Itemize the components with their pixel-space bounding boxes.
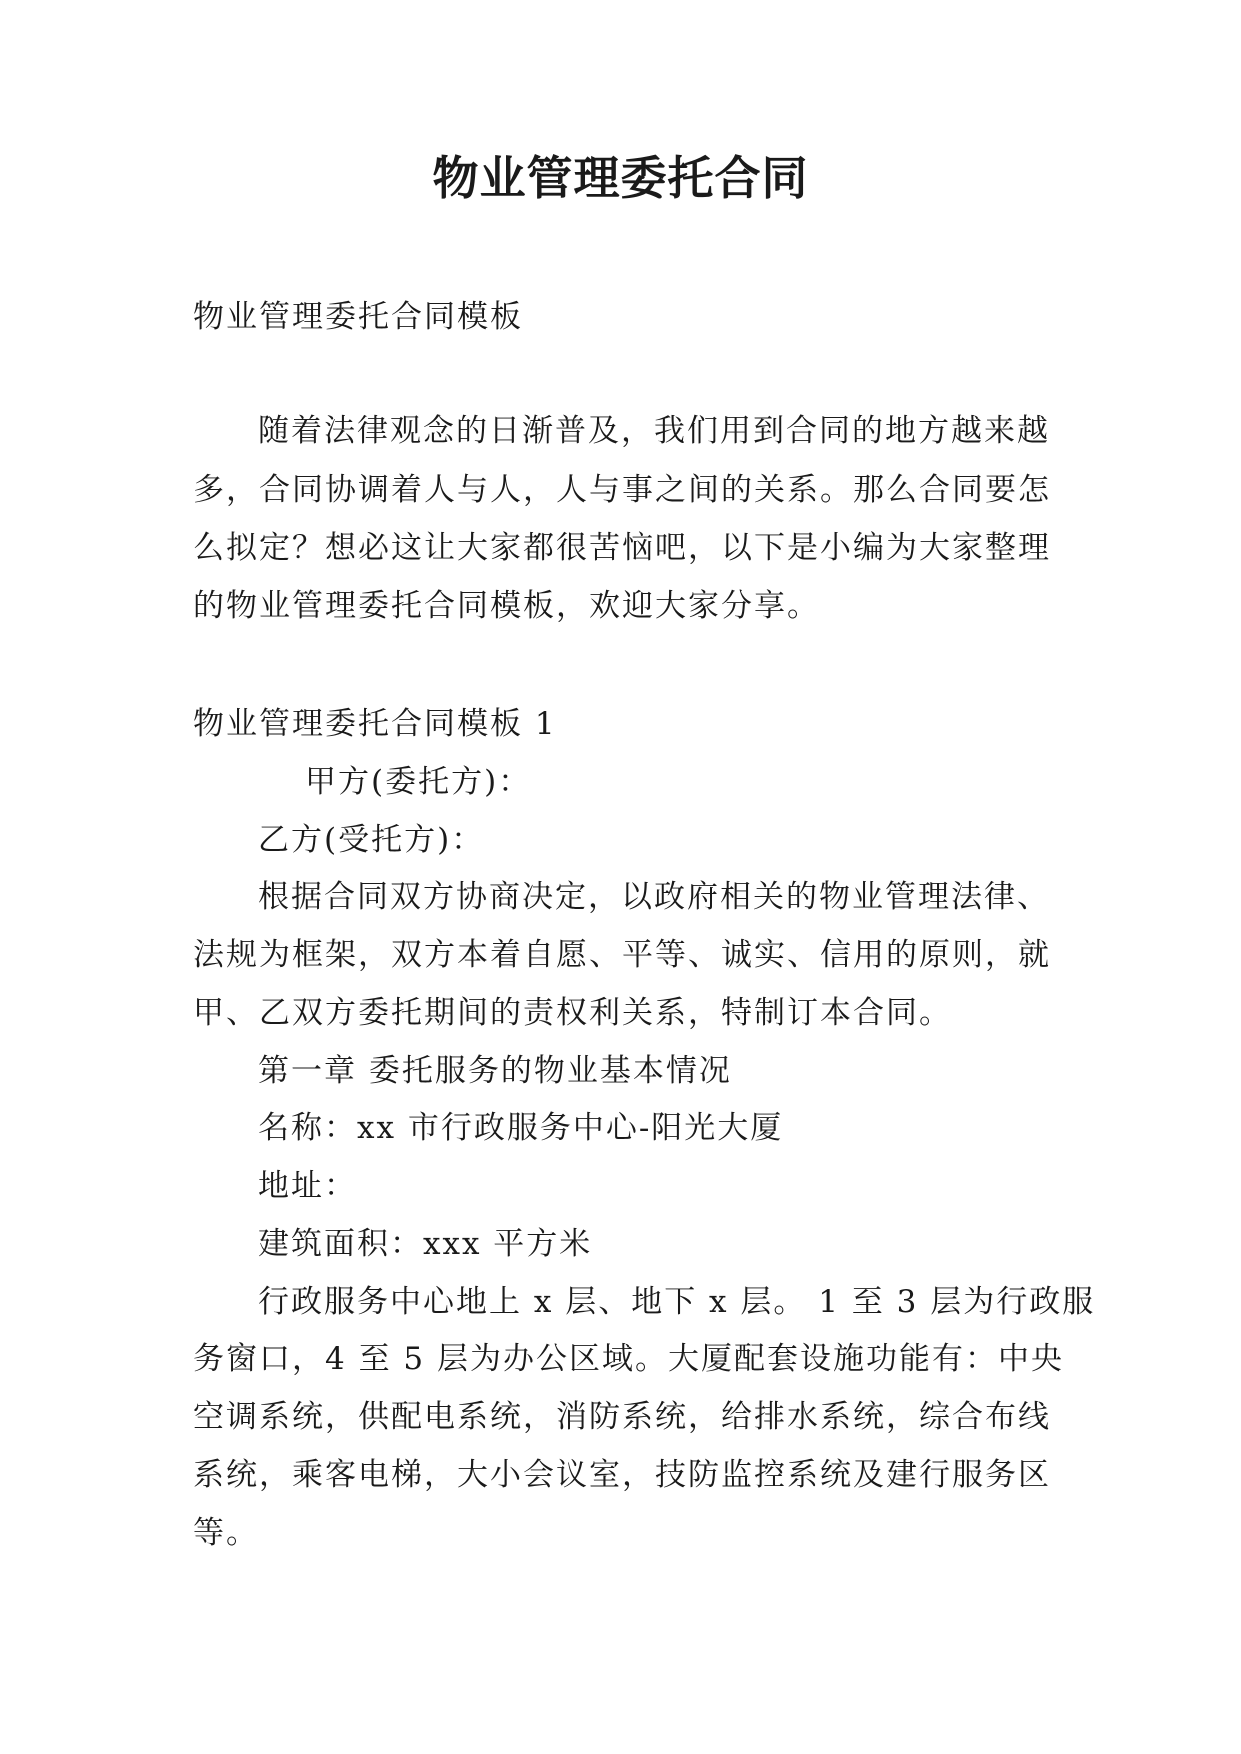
property-name-line: 名称：xx 市行政服务中心-阳光大厦 (258, 1110, 784, 1146)
party-a-line: 甲方(委托方)： (305, 764, 532, 800)
subtitle-line: 物业管理委托合同模板 (193, 299, 523, 335)
address-line: 地址： (258, 1168, 357, 1204)
preamble-line-3: 甲、乙双方委托期间的责权利关系，特制订本合同。 (193, 995, 952, 1031)
party-b-line: 乙方(受托方)： (258, 822, 485, 858)
preamble-line-1: 根据合同双方协商决定，以政府相关的物业管理法律、 (258, 879, 1050, 915)
document-title: 物业管理委托合同 (432, 151, 809, 205)
description-line-4: 系统，乘客电梯，大小会议室，技防监控系统及建行服务区 (193, 1457, 1051, 1493)
description-line-2: 务窗口，4 至 5 层为办公区域。大厦配套设施功能有：中央 (193, 1341, 1065, 1377)
section-heading: 物业管理委托合同模板 1 (193, 706, 557, 742)
floor-area-line: 建筑面积：xxx 平方米 (258, 1226, 593, 1262)
chapter-heading: 第一章 委托服务的物业基本情况 (258, 1053, 732, 1089)
intro-line-3: 么拟定？想必这让大家都很苦恼吧，以下是小编为大家整理 (193, 530, 1051, 566)
description-line-1: 行政服务中心地上 x 层、地下 x 层。 1 至 3 层为行政服 (258, 1284, 1096, 1320)
preamble-line-2: 法规为框架，双方本着自愿、平等、诚实、信用的原则，就 (193, 937, 1051, 973)
intro-line-2: 多，合同协调着人与人，人与事之间的关系。那么合同要怎 (193, 472, 1051, 508)
intro-line-1: 随着法律观念的日渐普及，我们用到合同的地方越来越 (258, 413, 1050, 449)
description-line-5: 等。 (193, 1515, 259, 1551)
description-line-3: 空调系统，供配电系统，消防系统，给排水系统，综合布线 (193, 1399, 1051, 1435)
intro-line-4: 的物业管理委托合同模板，欢迎大家分享。 (193, 588, 820, 624)
